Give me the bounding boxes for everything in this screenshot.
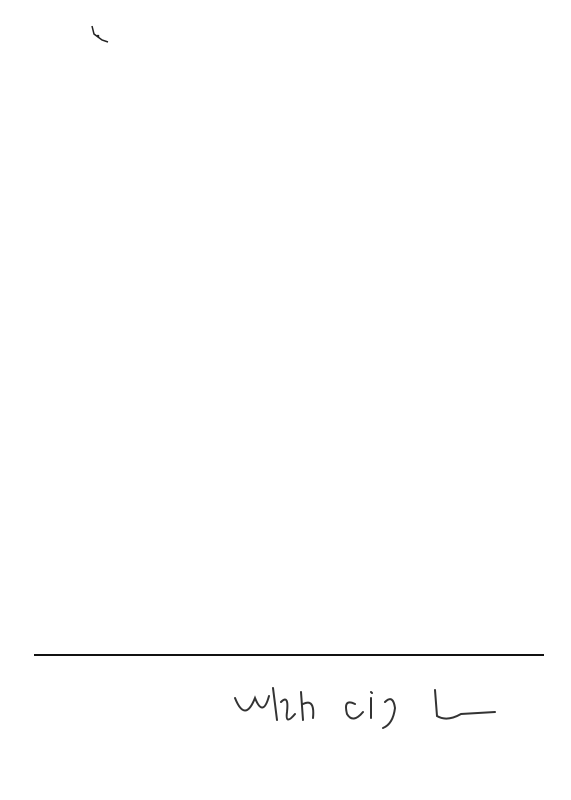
left-table-header (32, 82, 275, 98)
right-coordinate-table (298, 82, 549, 98)
handwritten-signature (225, 668, 525, 738)
left-coordinate-table (32, 82, 275, 98)
right-table-header (298, 82, 549, 98)
scan-speck-mark (88, 22, 112, 48)
bottom-rule (34, 654, 544, 656)
